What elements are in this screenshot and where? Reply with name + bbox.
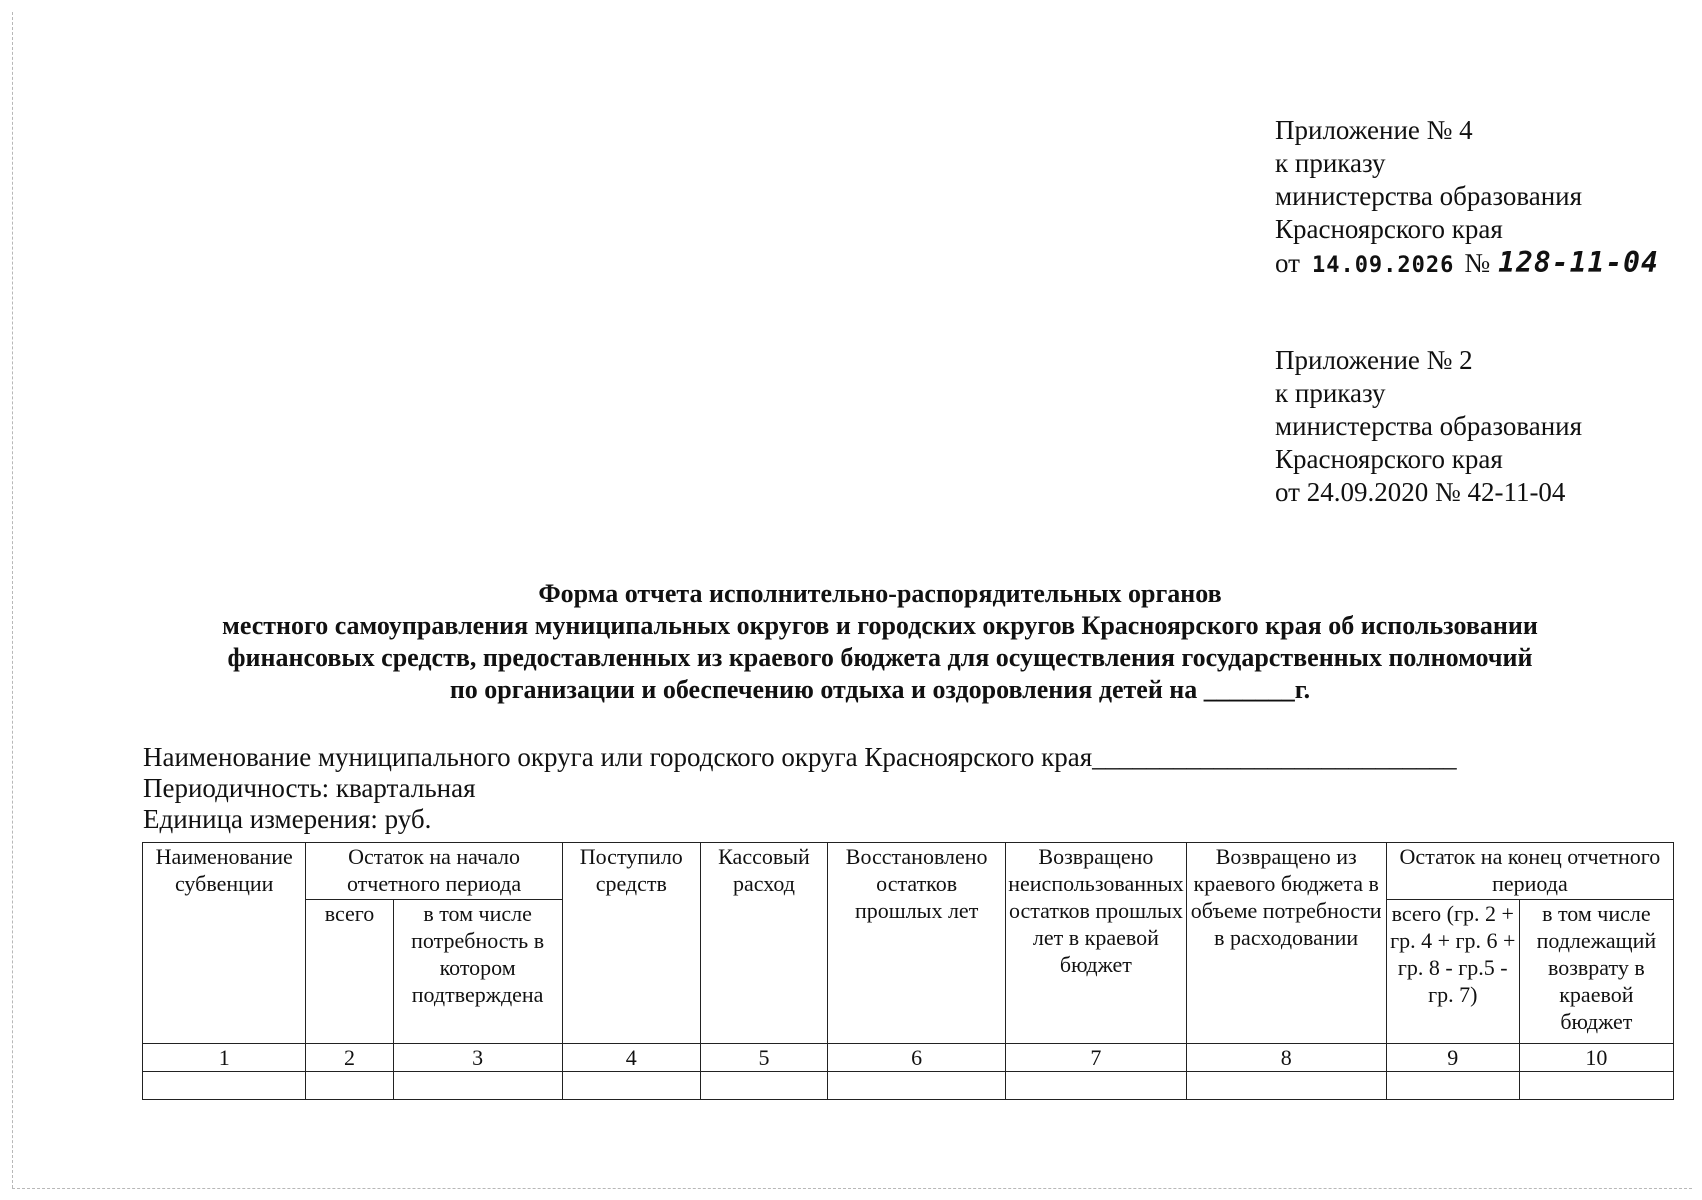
- header-end-balance: Остаток на конец отчетного периода: [1386, 843, 1673, 900]
- page-bottom-border: [12, 1188, 1692, 1189]
- table-cell[interactable]: [1186, 1072, 1386, 1100]
- column-number: 7: [1006, 1044, 1186, 1072]
- header-start-total: всего: [306, 900, 393, 1044]
- appendix-original-block: [1275, 344, 1582, 509]
- column-number: 1: [143, 1044, 306, 1072]
- header-start-balance: Остаток на начало отчетного периода: [306, 843, 562, 900]
- appendix-original-line1: Приложение № 2: [1275, 345, 1473, 375]
- appendix-original-line4: Красноярского края: [1275, 444, 1503, 474]
- column-number: 3: [393, 1044, 562, 1072]
- column-number: 9: [1386, 1044, 1519, 1072]
- municipality-line: Наименование муниципального округа или городского округа Красноярского края___________________________: [143, 742, 1457, 772]
- table-cell[interactable]: [828, 1072, 1006, 1100]
- table-cell[interactable]: [306, 1072, 393, 1100]
- appendix-current-order-line: [1275, 246, 1659, 282]
- appendix-original-line3: министерства образования: [1275, 411, 1583, 441]
- column-number-row: [143, 1044, 1674, 1072]
- header-cash-expense: Кассовый расход: [700, 843, 827, 1044]
- handwritten-order-number: 128-11-04: [1498, 246, 1659, 279]
- report-meta: [143, 742, 1457, 835]
- periodicity-line: Периодичность: квартальная: [143, 773, 476, 803]
- column-number: 8: [1186, 1044, 1386, 1072]
- table-row: [143, 1072, 1674, 1100]
- table-cell[interactable]: [393, 1072, 562, 1100]
- form-title-line3: финансовых средств, предоставленных из краевого бюджета для осуществления государственных полномочий: [227, 643, 1533, 672]
- column-number: 4: [562, 1044, 700, 1072]
- header-returned-unused: Возвращено неиспользованных остатков прошлых лет в краевой бюджет: [1006, 843, 1186, 1044]
- table-cell[interactable]: [1006, 1072, 1186, 1100]
- header-end-total: всего (гр. 2 + гр. 4 + гр. 6 + гр. 8 - гр.5 - гр. 7): [1386, 900, 1519, 1044]
- column-number: 10: [1519, 1044, 1673, 1072]
- column-number: 2: [306, 1044, 393, 1072]
- appendix-current-block: [1275, 114, 1659, 282]
- appendix-current-line4: Красноярского края: [1275, 214, 1503, 244]
- table-cell[interactable]: [1386, 1072, 1519, 1100]
- header-restored: Восстановлено остатков прошлых лет: [828, 843, 1006, 1044]
- form-title-line2: местного самоуправления муниципальных округов и городских округов Красноярского края об использовании: [222, 611, 1538, 640]
- appendix-original-line5: от 24.09.2020 № 42-11-04: [1275, 477, 1566, 507]
- table-cell[interactable]: [562, 1072, 700, 1100]
- appendix-current-line2: к приказу: [1275, 148, 1386, 178]
- form-title-line4: по организации и обеспечению отдыха и оздоровления детей на _______г.: [449, 675, 1311, 704]
- unit-line: Единица измерения: руб.: [143, 804, 432, 834]
- header-returned-from-budget: Возвращено из краевого бюджета в объеме потребности в расходовании: [1186, 843, 1386, 1044]
- column-number: 6: [828, 1044, 1006, 1072]
- page-left-border: [12, 12, 13, 1188]
- order-from-label: от: [1275, 248, 1300, 278]
- appendix-current-line1: Приложение № 4: [1275, 115, 1473, 145]
- report-table: [142, 842, 1674, 1100]
- appendix-current-line3: министерства образования: [1275, 181, 1583, 211]
- table-header-row: [143, 843, 1674, 900]
- column-number: 5: [700, 1044, 827, 1072]
- order-number-label: №: [1464, 248, 1491, 278]
- appendix-original-line2: к приказу: [1275, 378, 1386, 408]
- form-title-line1: Форма отчета исполнительно-распорядительных органов: [538, 579, 1222, 608]
- table-cell[interactable]: [700, 1072, 827, 1100]
- form-title: [100, 578, 1660, 706]
- header-end-to-return: в том числе подлежащий возврату в краевой бюджет: [1519, 900, 1673, 1044]
- header-start-confirmed: в том числе потребность в котором подтверждена: [393, 900, 562, 1044]
- header-subvention-name: Наименование субвенции: [143, 843, 306, 1044]
- table-cell[interactable]: [1519, 1072, 1673, 1100]
- header-received: Поступило средств: [562, 843, 700, 1044]
- table-cell[interactable]: [143, 1072, 306, 1100]
- handwritten-order-date: 14.09.2026: [1311, 253, 1455, 278]
